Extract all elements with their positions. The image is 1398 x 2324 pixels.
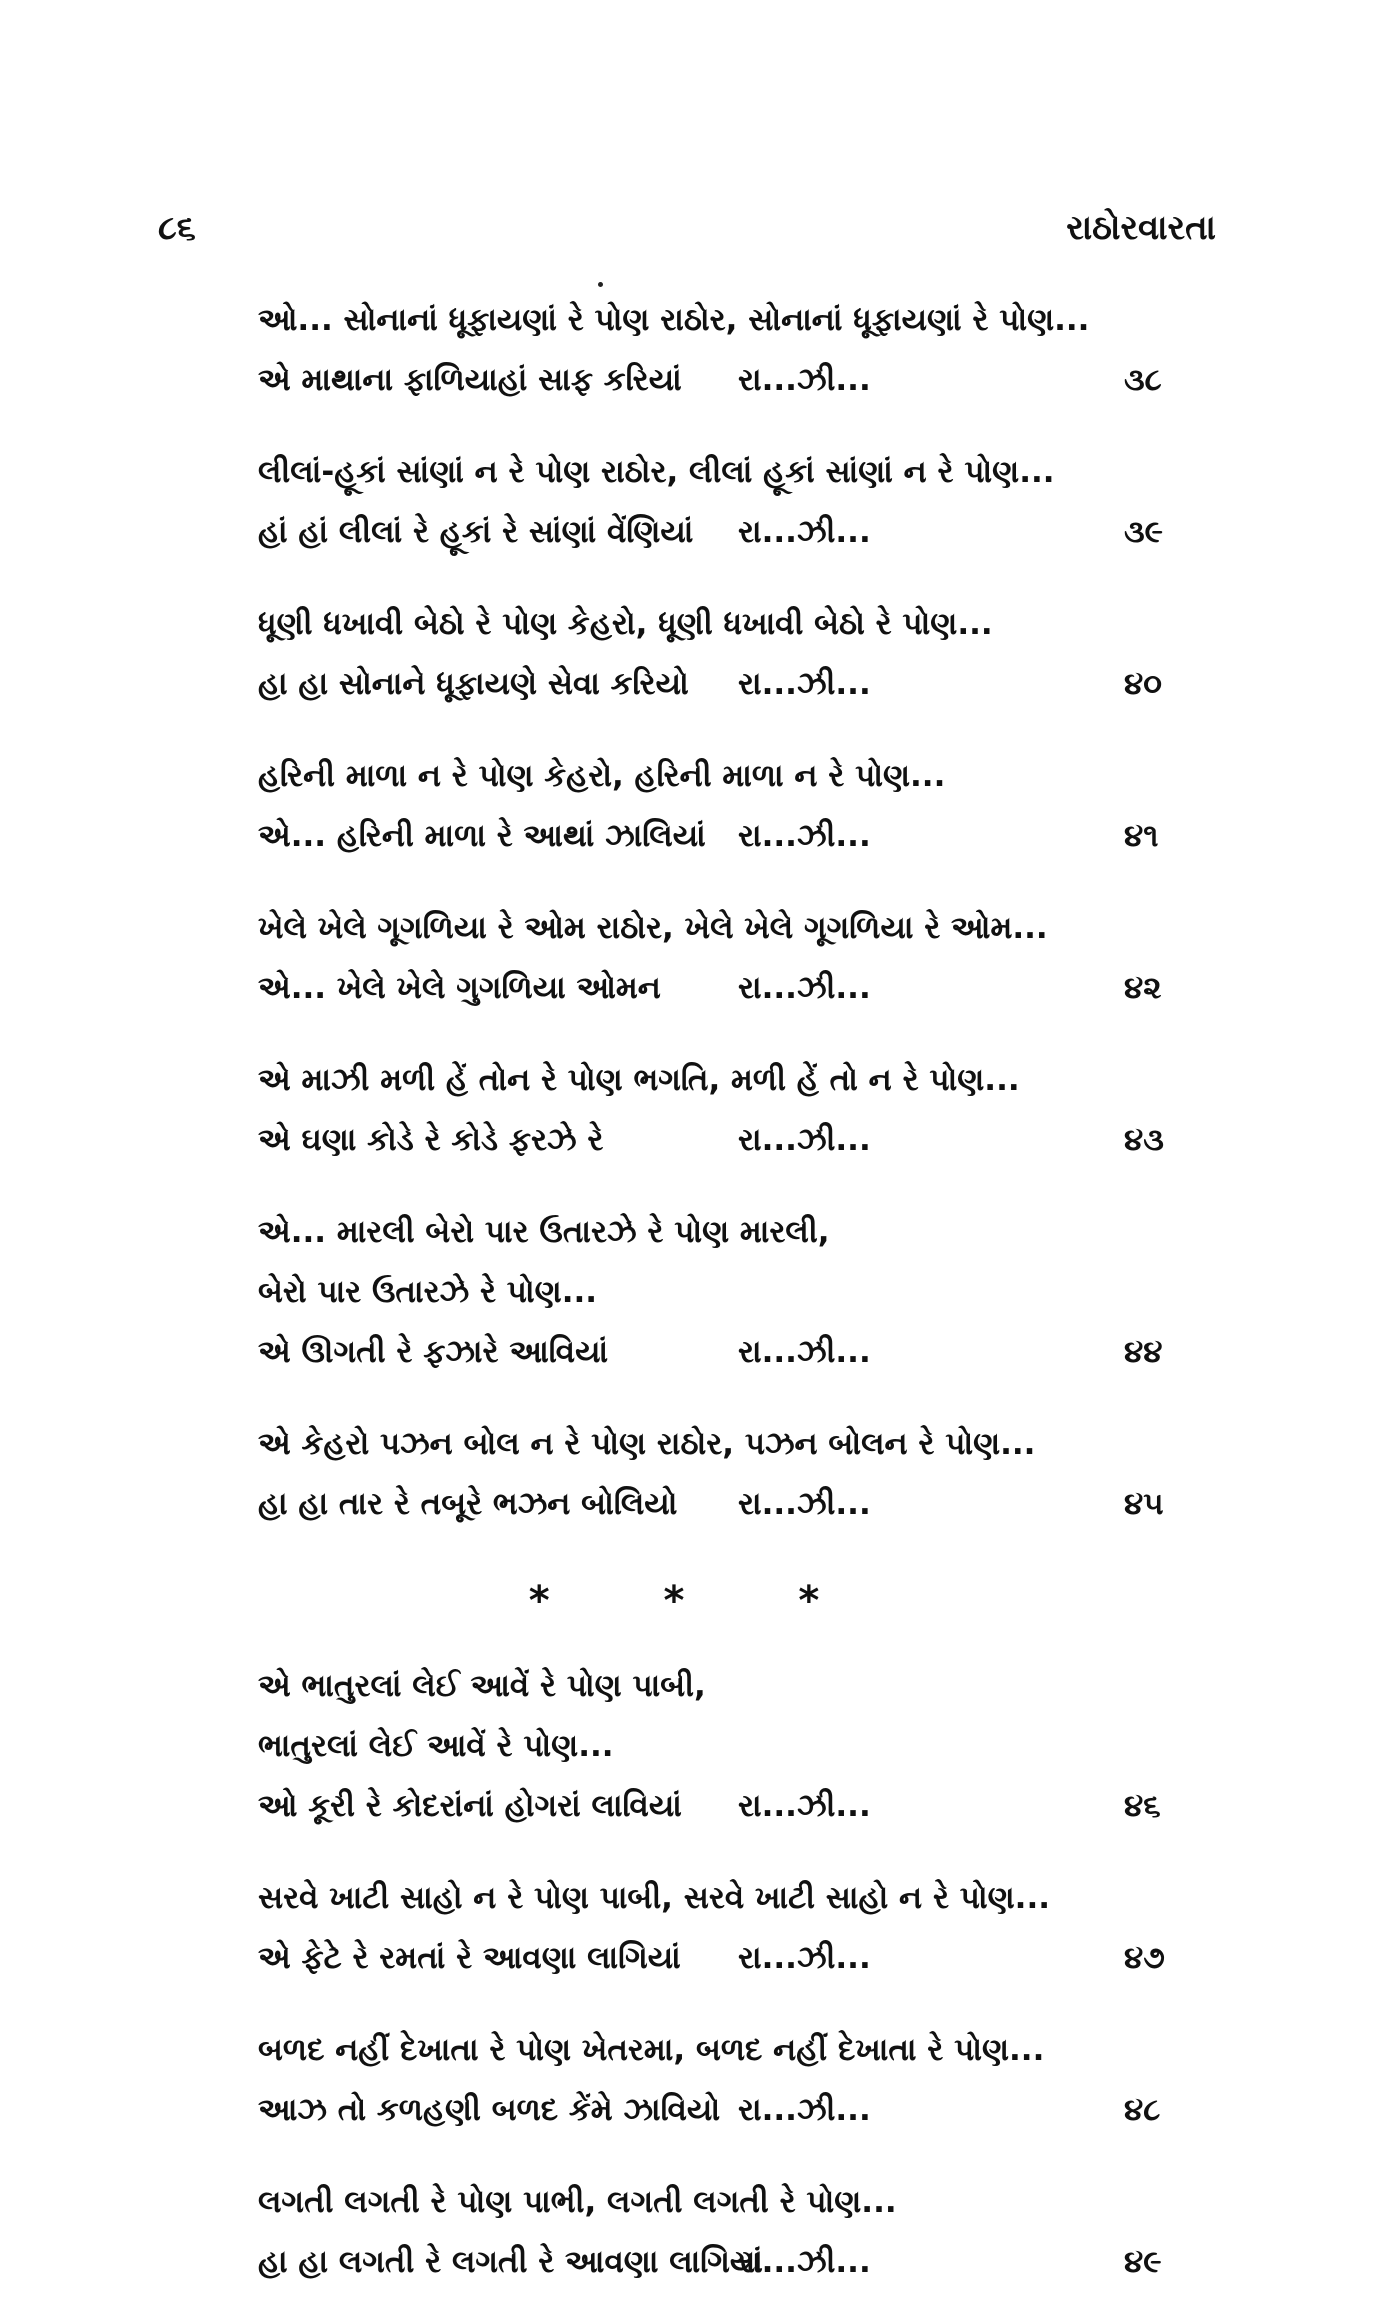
verse-text: સરવે ખાટી સાહો ન રે પોણ પાબી, સરવે ખાટી સાહો ન રે પોણ... (258, 1880, 1050, 1916)
refrain-text: રા...ઝી... (738, 1788, 871, 1824)
verse-text: ઓ... સોનાનાં ધૂફાયણાં રે પોણ રાઠોર, સોનાનાં ધૂફાયણાં રે પોણ... (258, 302, 1090, 338)
poem-body (0, 290, 1398, 2324)
verse-line (0, 1322, 1398, 1382)
verse-text: હા હા સોનાને ધૂફાયણે સેવા કરિયો (258, 666, 689, 702)
verse-line (0, 1928, 1398, 1988)
verse-line (0, 2172, 1398, 2232)
refrain-text: રા...ઝી... (738, 1122, 871, 1158)
stanza-number: ૪૪ (1124, 1334, 1163, 1370)
stanza (0, 1656, 1398, 1836)
verse-line (0, 2020, 1398, 2080)
verse-text: એ ભાતુરલાં લેઈ આવેં રે પોણ પાબી, (258, 1668, 706, 1704)
verse-line (0, 2232, 1398, 2292)
verse-text: ઓ કૂરી રે કોદરાંનાં હોગરાં લાવિયાં (258, 1788, 682, 1824)
verse-text: એ માથાના ફાળિયાહાં સાફ કરિયાં (258, 362, 682, 398)
verse-text: હા હા લગતી રે લગતી રે આવણા લાગિયાં (258, 2244, 763, 2280)
stanza (0, 2172, 1398, 2292)
stanza (0, 1414, 1398, 1534)
section-separator: * * * (528, 1578, 870, 1624)
verse-text: ખેલે ખેલે ગૂગળિયા રે ઓમ રાઠોર, ખેલે ખેલે ગૂગળિયા રે ઓમ... (258, 910, 1048, 946)
stanza-number: ૪૫ (1124, 1486, 1164, 1522)
page-header (0, 208, 1398, 258)
print-speck (598, 282, 603, 287)
verse-line (0, 1414, 1398, 1474)
verse-line (0, 1202, 1398, 1262)
refrain-text: રા...ઝી... (738, 2092, 871, 2128)
verse-text: એ... હરિની માળા રે આથાં ઝાલિયાં (258, 818, 706, 854)
refrain-text: રા...ઝી... (738, 1940, 871, 1976)
refrain-text: રા...ઝી... (738, 362, 871, 398)
refrain-text: રા...ઝી... (738, 514, 871, 550)
stanza (0, 2020, 1398, 2140)
verse-line (0, 594, 1398, 654)
verse-line (0, 2080, 1398, 2140)
verse-line (0, 958, 1398, 1018)
verse-text: એ... ખેલે ખેલે ગુગળિયા ઓમન (258, 970, 661, 1006)
page-number: ૮૬ (158, 208, 196, 248)
verse-text: હરિની માળા ન રે પોણ કેહરો, હરિની માળા ન રે પોણ... (258, 758, 946, 794)
verse-line (0, 502, 1398, 562)
stanza-number: ૩૮ (1124, 362, 1162, 398)
verse-text: લગતી લગતી રે પોણ પાભી, લગતી લગતી રે પોણ... (258, 2184, 897, 2220)
stanza (0, 1050, 1398, 1170)
stanza (0, 746, 1398, 866)
refrain-text: રા...ઝી... (738, 666, 871, 702)
running-title: રાઠોરવારતા (1066, 208, 1216, 248)
verse-text: ધૂણી ધખાવી બેઠો રે પોણ કેહરો, ધૂણી ધખાવી બેઠો રે પોણ... (258, 606, 993, 642)
stanza-number: ૪૭ (1124, 1940, 1165, 1976)
verse-line (0, 1262, 1398, 1322)
verse-line (0, 442, 1398, 502)
verse-text: ભાતુરલાં લેઈ આવેં રે પોણ... (258, 1728, 614, 1764)
verse-line (0, 1868, 1398, 1928)
verse-line (0, 1050, 1398, 1110)
stanza-number: ૪૬ (1124, 1788, 1161, 1824)
verse-text: એ ફેટે રે રમતાં રે આવણા લાગિયાં (258, 1940, 681, 1976)
stanza (0, 1202, 1398, 1382)
verse-text: એ ઊગતી રે ફઝારે આવિયાં (258, 1334, 609, 1370)
verse-line (0, 1776, 1398, 1836)
verse-line (0, 654, 1398, 714)
stanza (0, 442, 1398, 562)
verse-text: એ... મારલી બેરો પાર ઉતારઝે રે પોણ મારલી, (258, 1214, 830, 1250)
refrain-text: રા...ઝી... (738, 970, 871, 1006)
stanza-number: ૪૩ (1124, 1122, 1164, 1158)
refrain-text: રા...ઝી... (738, 818, 871, 854)
verse-text: એ ઘણા કોડે રે કોડે ફરઝે રે (258, 1122, 604, 1158)
verse-line (0, 746, 1398, 806)
stanza-number: ૪૮ (1124, 2092, 1161, 2128)
verse-text: આઝ તો કળહણી બળદ કેંમે ઝાવિયો (258, 2092, 721, 2128)
stanza (0, 594, 1398, 714)
verse-line (0, 290, 1398, 350)
verse-line (0, 1474, 1398, 1534)
verse-text: લીલાં-હૂકાં સાંણાં ન રે પોણ રાઠોર, લીલાં હૂકાં સાંણાં ન રે પોણ... (258, 454, 1055, 490)
verse-line (0, 1716, 1398, 1776)
verse-text: એ માઝી મળી હેં તોન રે પોણ ભગતિ, મળી હેં તો ન રે પોણ... (258, 1062, 1020, 1098)
verse-line (0, 350, 1398, 410)
verse-text: હાં હાં લીલાં રે હૂકાં રે સાંણાં વેંણિયાં (258, 514, 694, 550)
verse-line (0, 898, 1398, 958)
verse-text: બેરો પાર ઉતારઝે રે પોણ... (258, 1274, 598, 1310)
stanza (0, 898, 1398, 1018)
refrain-text: રા...ઝી... (738, 1486, 871, 1522)
verse-text: એ કેહરો પઝન બોલ ન રે પોણ રાઠોર, પઝન બોલન રે પોણ... (258, 1426, 1036, 1462)
verse-line (0, 1110, 1398, 1170)
stanza (0, 290, 1398, 410)
verse-line (0, 1656, 1398, 1716)
verse-text: બળદ નહીં દેખાતા રે પોણ ખેતરમા, બળદ નહીં દેખાતા રે પોણ... (258, 2032, 1045, 2068)
refrain-text: રા...ઝી... (738, 1334, 871, 1370)
refrain-text: રા...ઝી... (738, 2244, 871, 2280)
stanza-number: ૪૦ (1124, 666, 1162, 702)
stanza-number: ૪૧ (1124, 818, 1159, 854)
verse-line (0, 806, 1398, 866)
stanza-number: ૪૯ (1124, 2244, 1162, 2280)
stanza-number: ૩૯ (1124, 514, 1163, 550)
stanza (0, 1868, 1398, 1988)
stanza-number: ૪૨ (1124, 970, 1162, 1006)
verse-text: હા હા તાર રે તબૂરે ભઝન બોલિયો (258, 1486, 678, 1522)
